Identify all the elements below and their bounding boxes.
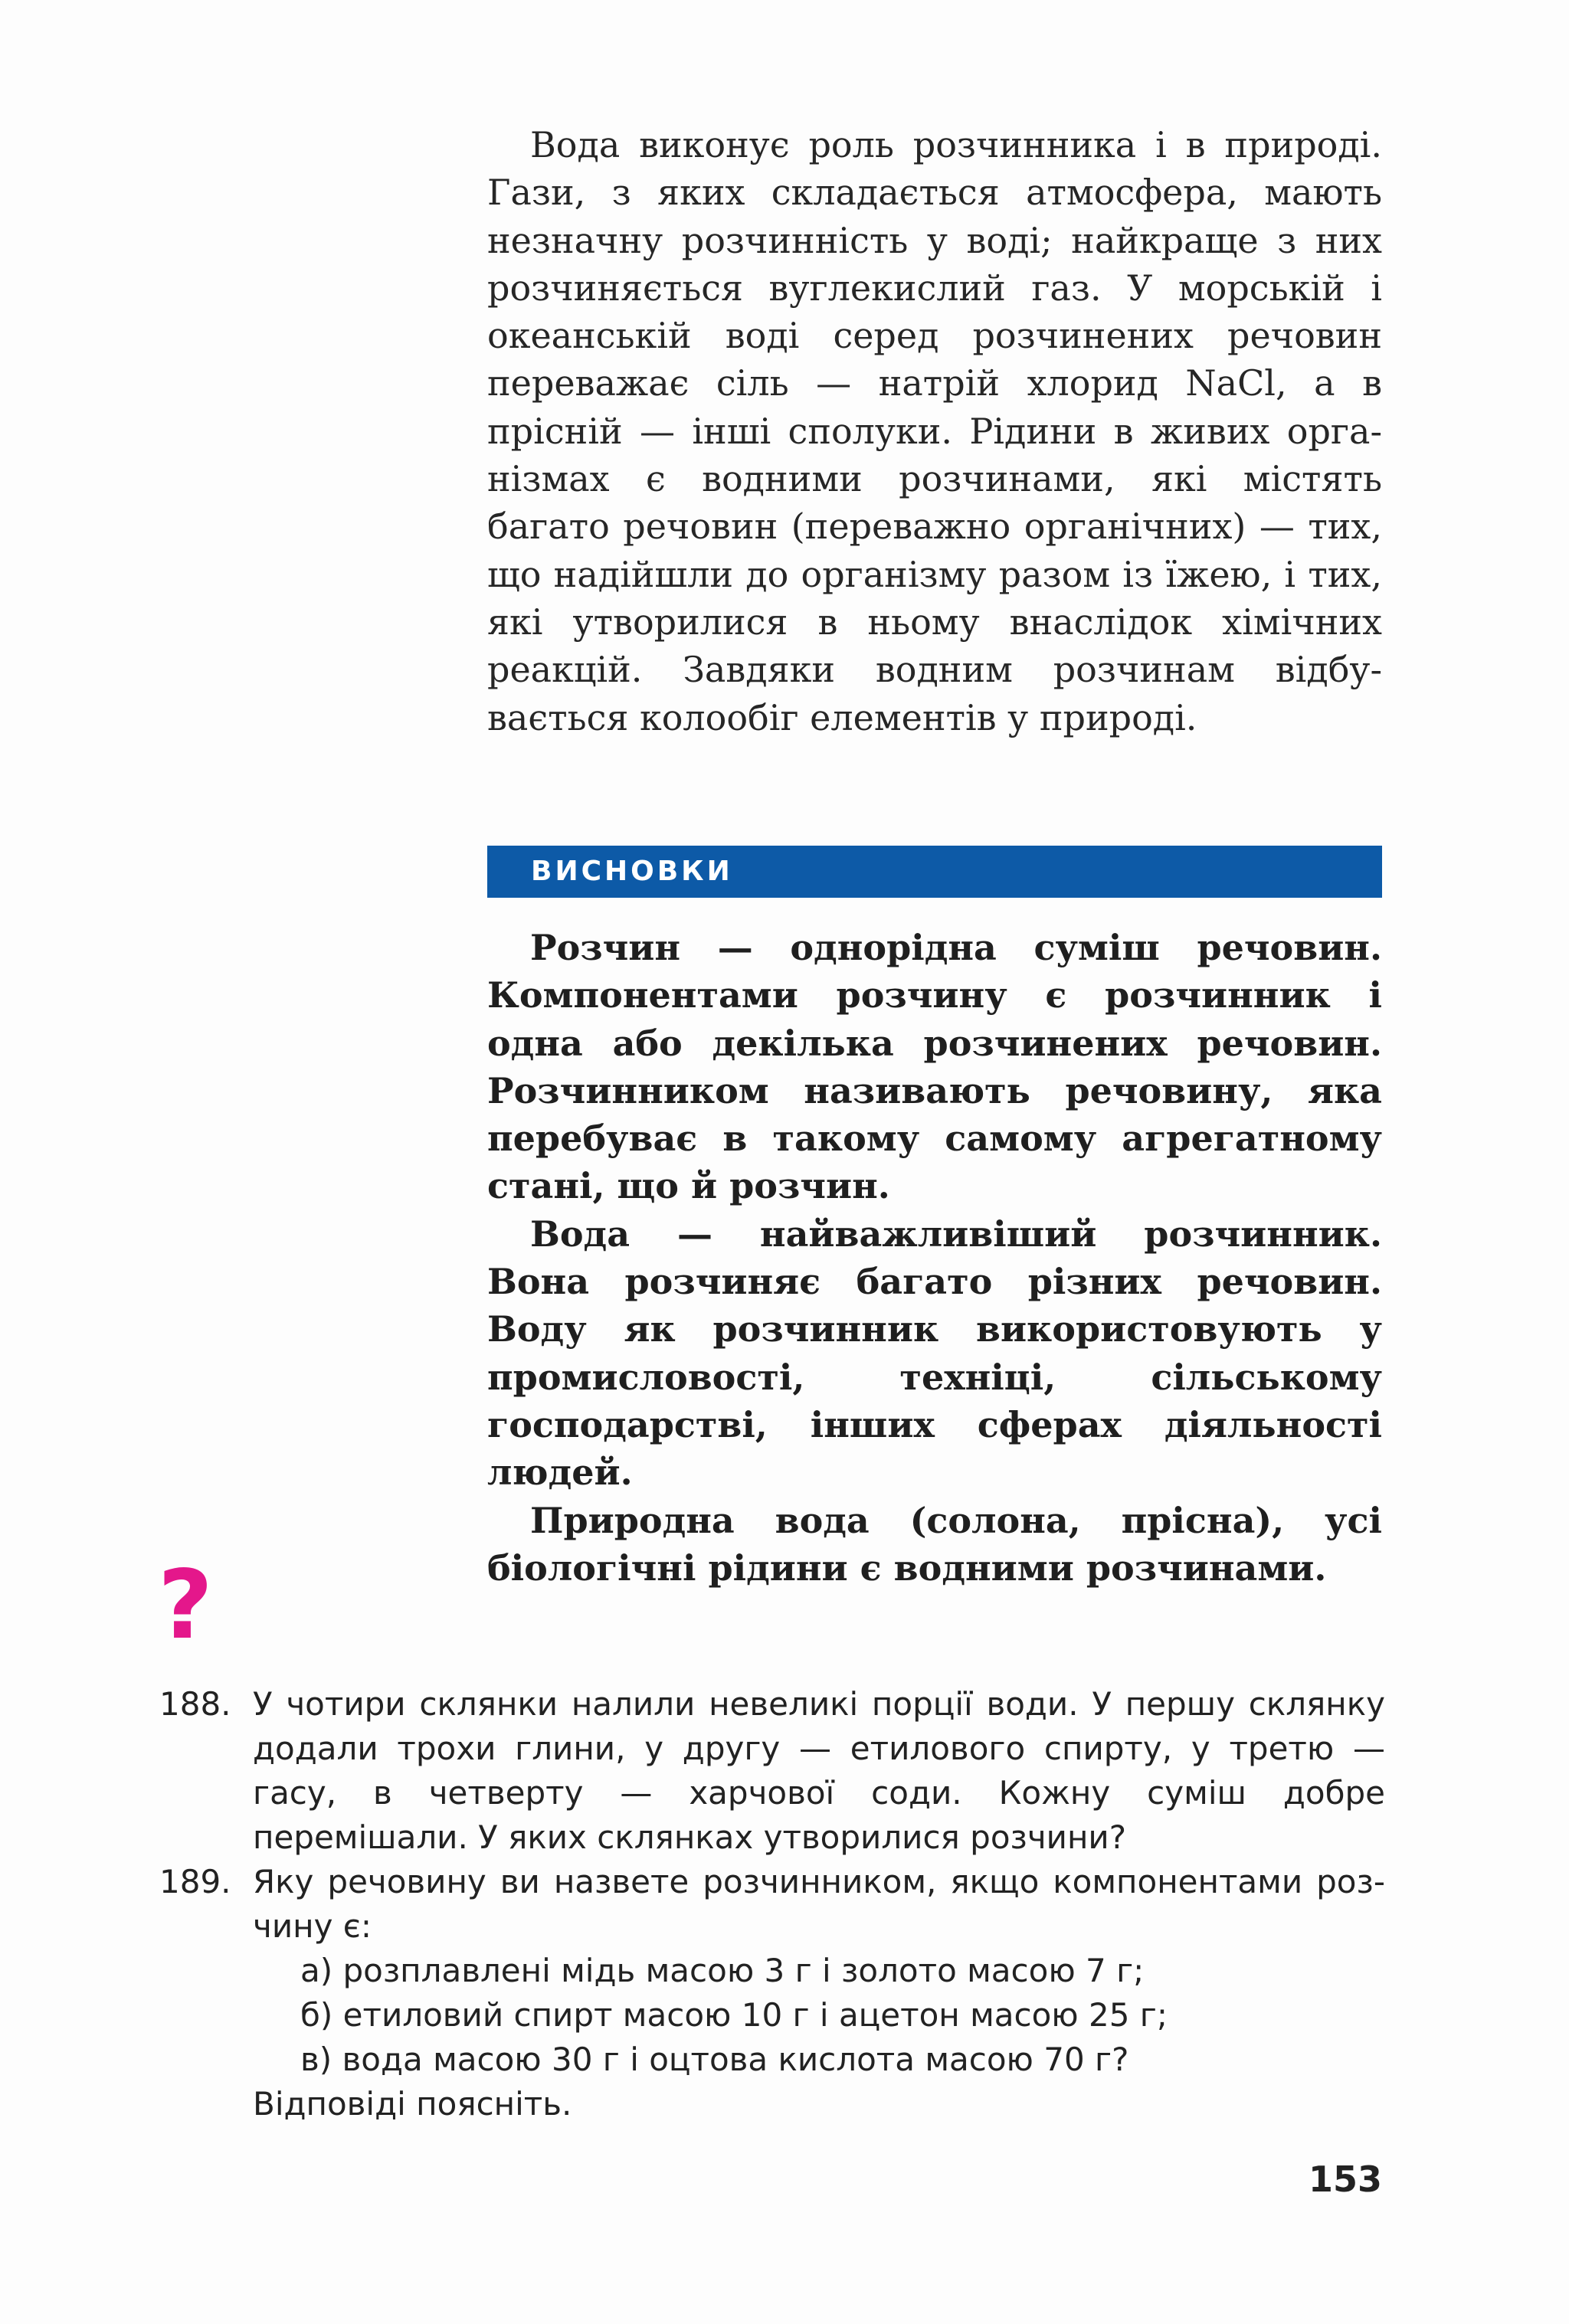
page-number: 153 [1308,2159,1382,2200]
tasks-list [0,1682,1569,2126]
task-item [0,1682,1569,1860]
task-footer: Відповіді поясніть. [253,2085,572,2123]
task-options [300,1949,1373,2082]
conclusion-paragraph: Розчин — однорідна суміш речовин. Компонентами розчину є розчинник і одна або декілька розчинених речовин. Розчинником називають речовину, яка перебуває в такому самому агрегатному стані, що й розчин. [487,927,1382,1207]
task-option: б) етиловий спирт масою 10 г і ацетон масою 25 г; [300,1996,1168,2034]
intro-section [487,121,1382,741]
conclusions-header [487,846,1382,898]
intro-paragraph: Вода виконує роль розчинника і в природі. Гази, з яких складається атмосфера, мають незначну розчинність у воді; найкраще з них розчиняється вуглекислий газ. У морській і океанській воді серед розчинених речовин переважає сіль — натрій хлорид NaCl, а в прісній — інші сполуки. Рідини в живих організмах є водними розчинами, які містять багато речовин (переважно органічних) — тих, що надійшли до організму разом із їжею, і тих, які утворилися в ньому внаслідок хімічних реакцій. Завдяки водним розчинам відбувається колообіг елементів у природі. [487,124,1382,738]
task-number: 189. [159,1863,231,1900]
conclusion-paragraph: Вода — найважливіший розчинник. Вона розчиняє багато різних речовин. Воду як розчинник використовують у промисловості, техніці, сільському господарстві, інших сферах діяльності людей. [487,1213,1382,1494]
question-mark-icon: ? [158,1550,213,1661]
task-item [0,1860,1569,2126]
task-number: 188. [159,1685,231,1723]
conclusion-paragraph: Природна вода (солона, прісна), усі біологічні рідини є водними розчинами. [487,1499,1382,1589]
task-text: У чотири склянки налили невеликі порції води. У першу склянку додали трохи глини, у другу — етилового спирту, у третю — гасу, в четверту — харчової соди. Кожну суміш добре перемішали. У яких склянках утворилися розчини? [253,1685,1385,1856]
task-option: а) розплавлені мідь масою 3 г і золото масою 7 г; [300,1952,1145,1989]
conclusions-section [487,924,1382,1592]
conclusions-title: ВИСНОВКИ [531,856,733,887]
task-option: в) вода масою 30 г і оцтова кислота масою 70 г? [300,2041,1129,2078]
task-text: Яку речовину ви назвете розчинником, якщо компонентами розчину є: [253,1863,1385,1945]
